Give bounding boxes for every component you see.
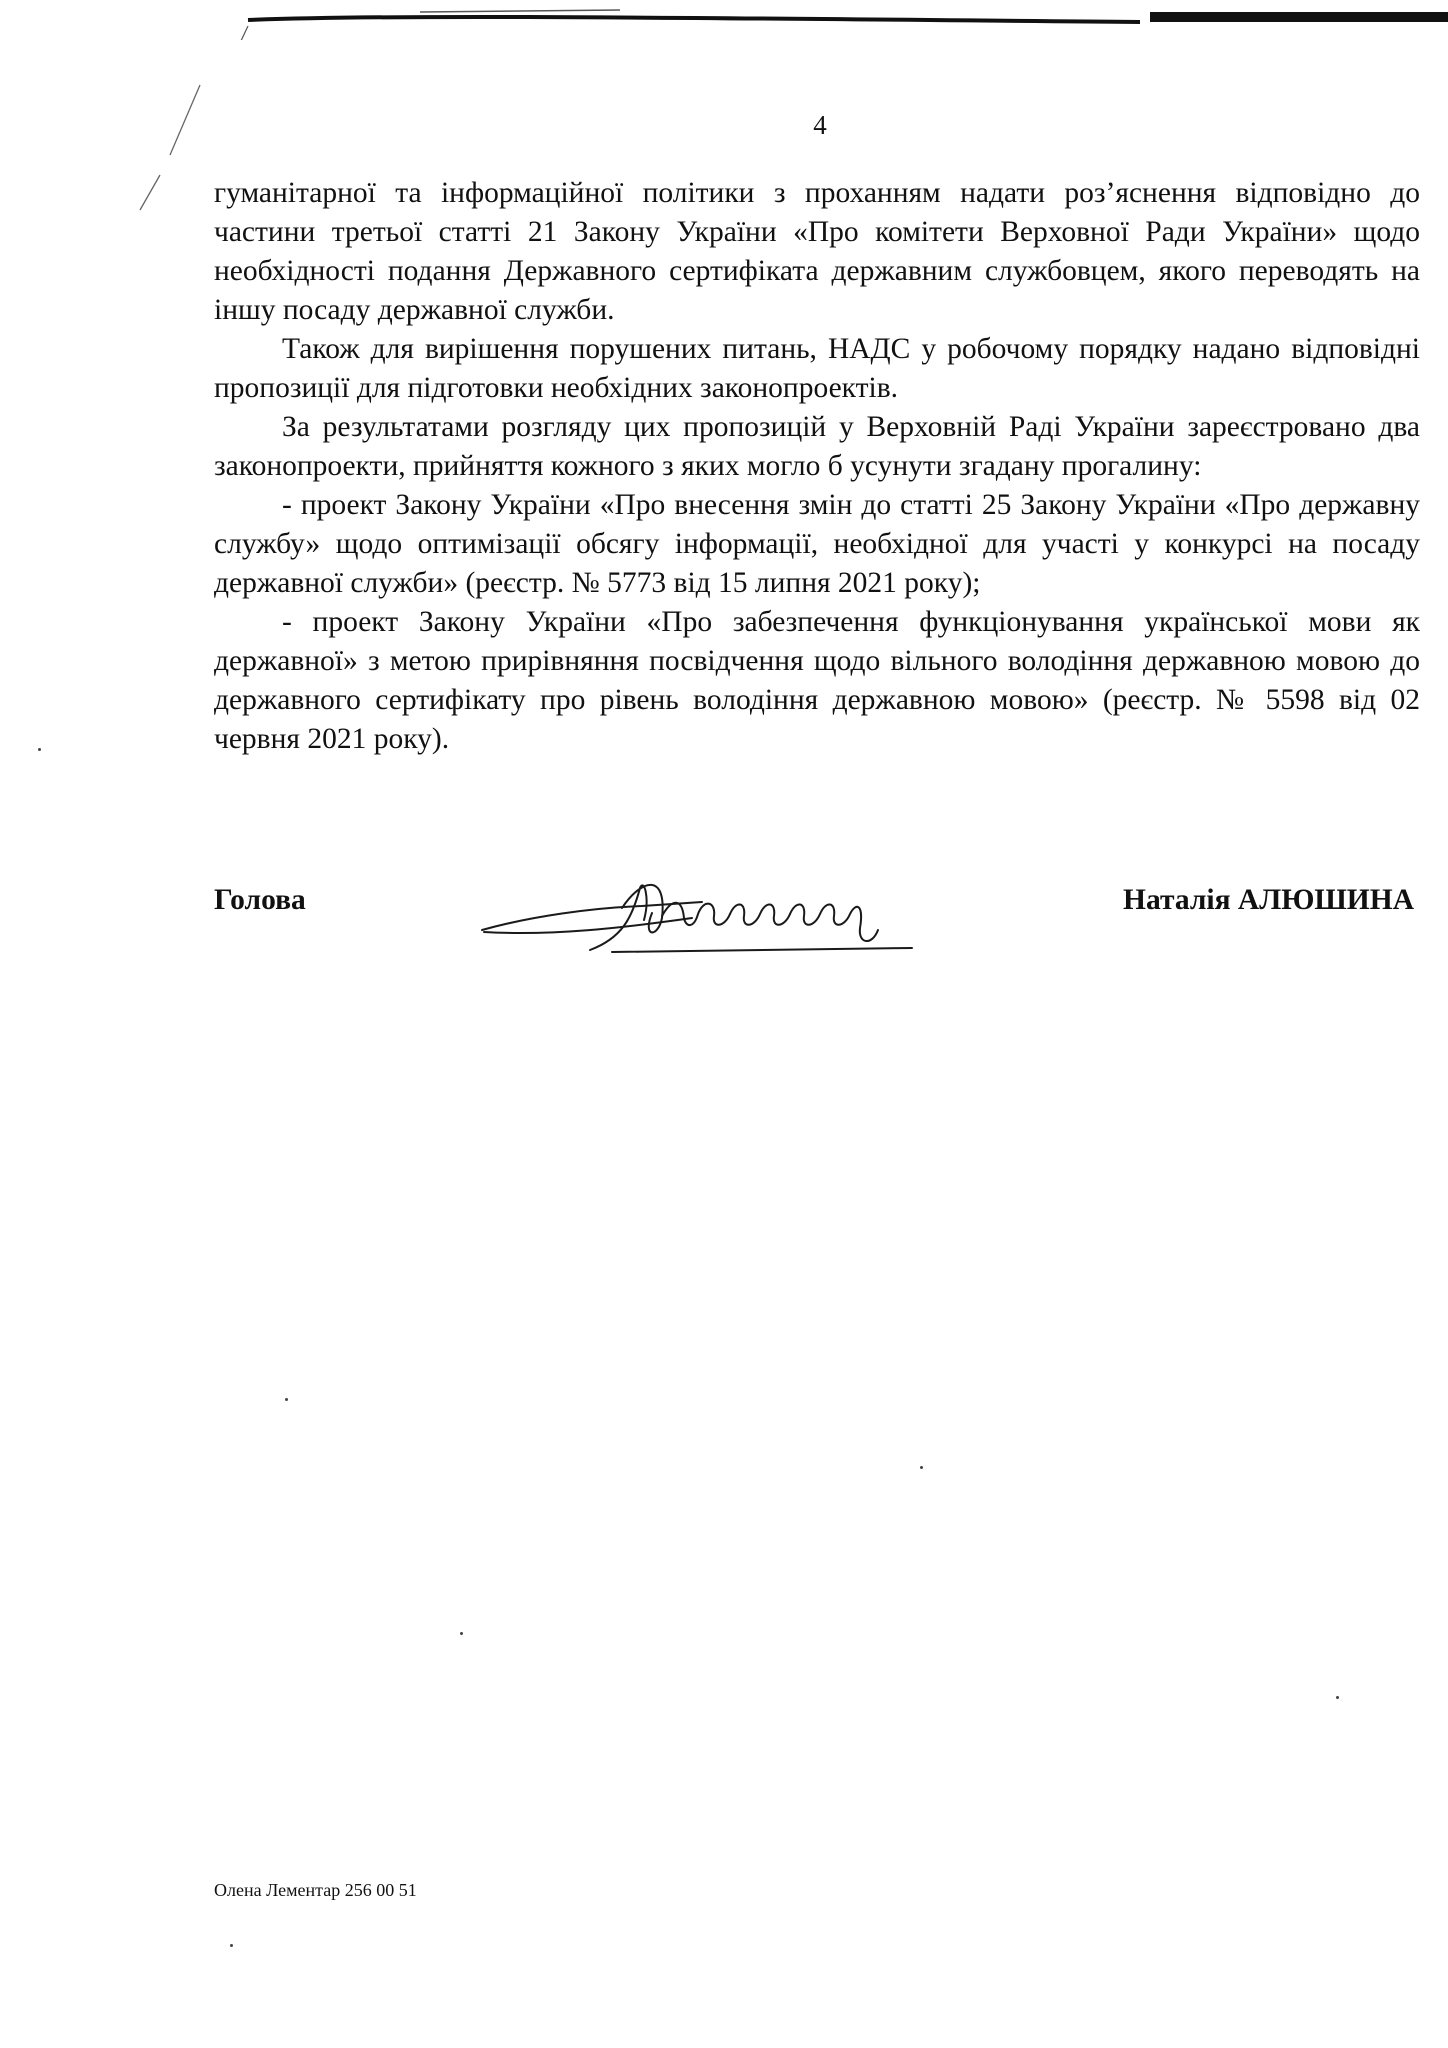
paragraph: гуманітарної та інформаційної політики з проханням надати роз’яснення відповідно до частини третьої статті 21 Закону України «Про комітети Верховної Ради України» щодо необхідності подання Державного сертифіката державним службовцем, якого переводять на іншу посаду державної служби. — [214, 177, 1420, 326]
paragraph: За результатами розгляду цих пропозицій у Верховній Раді України зареєстровано два законопроекти, прийняття кожного з яких могло б усунути згадану прогалину: — [214, 411, 1420, 482]
scan-edge-line — [0, 0, 1448, 40]
paragraph: - проект Закону України «Про забезпечення функціонування української мови як державної» з метою прирівняння посвідчення щодо вільного володіння державною мовою до державного сертифікату про рівень володіння державною мовою» (реєстр. № 5598 від 02 червня 2021 року). — [214, 606, 1420, 755]
signature-block — [214, 858, 1420, 978]
handwritten-signature — [472, 858, 952, 978]
scan-speck — [1336, 1696, 1339, 1699]
signatory-name: Наталія АЛЮШИНА — [1123, 884, 1414, 916]
scan-speck — [230, 1944, 233, 1947]
paragraph: - проект Закону України «Про внесення змін до статті 25 Закону України «Про державну службу» щодо оптимізації обсягу інформації, необхідної для участі у конкурсі на посаду державної служби» (реєстр. № 5773 від 15 липня 2021 року); — [214, 489, 1420, 599]
executor-contact: Олена Лементар 256 00 51 — [214, 1880, 417, 1900]
scan-margin-mark — [130, 80, 210, 220]
paragraph: Також для вирішення порушених питань, НАДС у робочому порядку надано відповідні пропозиції для підготовки необхідних законопроектів. — [214, 333, 1420, 404]
signatory-role: Голова — [214, 884, 306, 916]
scan-speck — [38, 748, 41, 751]
page-number: 4 — [813, 110, 827, 140]
letter-body — [214, 174, 1420, 759]
scan-speck — [920, 1466, 923, 1469]
scan-speck — [285, 1398, 288, 1401]
scan-speck — [460, 1632, 463, 1635]
